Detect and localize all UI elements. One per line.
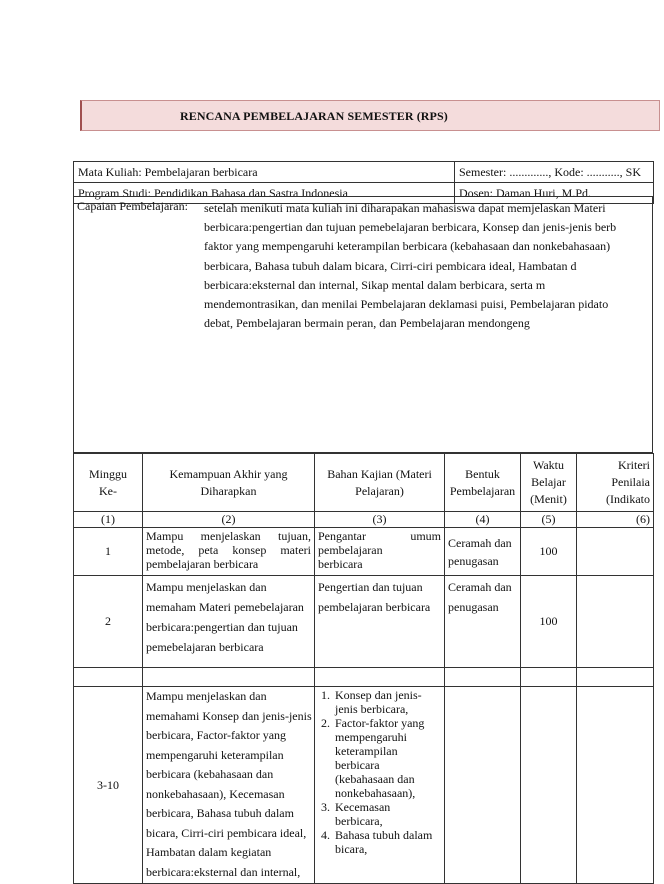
- bahan-list: [318, 688, 441, 856]
- column-number-row: [74, 512, 654, 528]
- col-number: (1): [74, 512, 143, 528]
- capaian-line: debat, Pembelajaran bermain peran, dan Pembelajaran mendongeng: [204, 316, 530, 331]
- kemampuan-cell: Mampu menjelaskan tujuan, metode, peta konsep materi pembelajaran berbicara: [143, 528, 315, 576]
- col-number: (2): [143, 512, 315, 528]
- header-kriteria: Kriteri Penilaia (Indikato: [577, 454, 654, 512]
- capaian-line: faktor yang mempengaruhi keterampilan berbicara (kebahasaan dan nonkebahasaan): [204, 239, 611, 254]
- header-minggu: Minggu Ke-: [74, 454, 143, 512]
- capaian-line: berbicara:eksternal dan internal, Sikap mental dalam berbicara, serta m: [204, 277, 546, 292]
- list-item: 2. Factor-faktor yang mempengaruhi keterampilan berbicara (kebahasaan dan nonkebahasaan),: [333, 716, 441, 800]
- capaian-line: berbicara, Bahasa tubuh dalam bicara, Cirri-ciri pembicara ideal, Hambatan d: [204, 258, 577, 273]
- kriteria-cell: [577, 528, 654, 576]
- header-bahan: Bahan Kajian (Materi Pelajaran): [315, 454, 445, 512]
- minggu-cell: 1: [74, 528, 143, 576]
- capaian-pembelajaran: [73, 196, 653, 453]
- bahan-cell: Pengantar umum pembelajaran berbicara: [315, 528, 445, 576]
- page-title: RENCANA PEMBELAJARAN SEMESTER (RPS): [180, 109, 448, 123]
- minggu-cell: 2: [74, 576, 143, 668]
- capaian-line: mendemontrasikan, dan menilai Pembelajaran deklamasi puisi, Pembelajaran pidato: [204, 297, 609, 312]
- waktu-cell: 100: [521, 528, 577, 576]
- header-waktu: Waktu Belajar (Menit): [521, 454, 577, 512]
- header-bentuk: Bentuk Pembelajaran: [445, 454, 521, 512]
- list-item: 4. Bahasa tubuh dalam bicara,: [333, 828, 441, 856]
- bahan-cell: Pengertian dan tujuan pembelajaran berbicara: [315, 576, 445, 668]
- waktu-cell: 100: [521, 576, 577, 668]
- col-number: (6): [577, 512, 654, 528]
- list-item: 3. Kecemasan berbicara,: [333, 800, 441, 828]
- kemampuan-cell: Mampu menjelaskan dan memahami Konsep dan jenis-jenis berbicara, Factor-faktor yang mempengaruhi keterampilan berbicara (kebahasaan dan nonkebahasaan), Kecemasan berbicara, Bahasa tubuh dalam bicara, Cirri-ciri pembicara ideal, Hambatan dalam kegiatan berbicara:eksternal dan internal,: [143, 687, 315, 884]
- table-spacer-row: [74, 668, 654, 687]
- bentuk-cell: Ceramah dan penugasan: [445, 528, 521, 576]
- kriteria-cell: [577, 576, 654, 668]
- col-number: (4): [445, 512, 521, 528]
- col-number: (3): [315, 512, 445, 528]
- dosen: Dosen: Daman Huri, M.Pd.: [455, 183, 654, 204]
- table-row: [74, 576, 654, 668]
- bentuk-cell: [445, 687, 521, 884]
- table-row: [74, 687, 654, 884]
- header-row: [74, 454, 654, 512]
- rps-title-bar: [80, 100, 660, 131]
- mata-kuliah: Mata Kuliah: Pembelajaran berbicara: [74, 162, 455, 183]
- info-row-1: [74, 162, 654, 183]
- rps-table: [73, 453, 654, 884]
- header-kemampuan: Kemampuan Akhir yang Diharapkan: [143, 454, 315, 512]
- waktu-cell: [521, 687, 577, 884]
- semester: Semester: ............., Kode: ..........., SK: [455, 162, 654, 183]
- col-number: (5): [521, 512, 577, 528]
- program-studi: Program Studi: Pendidikan Bahasa dan Sastra Indonesia: [74, 183, 455, 204]
- kriteria-cell: [577, 687, 654, 884]
- capaian-label: Capaian Pembelajaran:: [77, 199, 188, 213]
- bahan-cell: [315, 687, 445, 884]
- kemampuan-cell: Mampu menjelaskan dan memaham Materi pemebelajaran berbicara:pengertian dan tujuan pemebelajaran berbicara: [143, 576, 315, 668]
- capaian-line: setelah menikuti mata kuliah ini diharapakan mahasiswa dapat memjelaskan Materi: [204, 201, 606, 215]
- capaian-line: berbicara:pengertian dan tujuan pemebelajaran berbicara, Konsep dan jenis-jenis berb: [204, 220, 617, 235]
- table-row: [74, 528, 654, 576]
- capaian-text: [204, 199, 664, 333]
- bentuk-cell: Ceramah dan penugasan: [445, 576, 521, 668]
- minggu-cell: 3-10: [74, 687, 143, 884]
- list-item: 1. Konsep dan jenis- jenis berbicara,: [333, 688, 441, 716]
